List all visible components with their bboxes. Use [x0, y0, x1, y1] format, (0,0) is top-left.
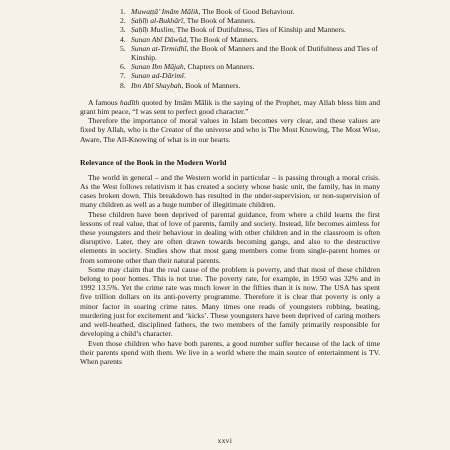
reference-item: 1. Muwaṭṭā’ Imām Mālik, The Book of Good Behaviour.	[120, 7, 295, 16]
body-paragraph: Some may claim that the real cause of the problem is poverty, and that most of these children belong to poor homes. This is not true. The poverty rate, for example, in 1950 was 32% and in 1992 13.5%. Yet the crime rate was much lower in the fifties than it is now. The USA has spent five trillion dollars on its anti-poverty programme. Therefore it is clear that poverty is only a minor factor in soaring crime rates. Many times one reads of youngsters robbing, beating, murdering just for excitement and ‘kicks’. These youngsters have been deprived of caring mothers and well-heathed, disciplined fathers, the two members of the family primarily responsible for developing a child’s character.	[80, 264, 380, 339]
reference-item: 6. Sunan Ibn Mājah, Chapters on Manners.	[120, 62, 255, 72]
reference-item: 5. Sunan at-Tirmidhī, the Book of Manners and the Book of Dutifulness and Ties of Kinship.	[120, 43, 378, 63]
reference-item: 3. Ṣaḥīḥ Muslim, The Book of Dutifulness, Ties of Kinship and Manners.	[120, 25, 346, 35]
body-paragraph: Even those children who have both parents, a good number suffer because of the lack of time their parents spend with them. We live in a world where the main source of entertainment is TV. When parents	[80, 338, 380, 366]
reference-item: 7. Sunan ad-Dārimī.	[120, 71, 186, 81]
reference-list	[80, 7, 380, 90]
reference-title: Sunan at-Tirmidhī	[131, 43, 187, 53]
body-paragraph: These children have been deprived of parental guidance, from where a child learns the first lessons of real value, that of love of parents, family and society. Instead, life becomes aimless for these youngsters and their behaviour in dealing with other children and in the classroom is often disruptive. Later, they are often drawn towards becoming gangs, and also to the destructive elements in society. Studies show that most gang members come from single-parent homes or from someone other than their natural parents.	[80, 209, 380, 265]
reference-title: Muwaṭṭā’ Imām Mālik	[131, 7, 199, 16]
reference-item: 4. Sunan Abī Dāwūd, The Book of Manners.	[120, 34, 259, 44]
hadith-term: hadīth	[119, 97, 140, 107]
reference-title: Sunan ad-Dārimī	[131, 71, 184, 81]
reference-title: Sunan Ibn Mājah	[131, 62, 184, 72]
intro-paragraph: Therefore the importance of moral values in Islam becomes very clear, and these values are fixed by Allah, who is the Creator of the universe and who is The Most Knowing, The Most Wise, Aware, The All-Knowing of what is in our hearts.	[80, 116, 380, 144]
body-paragraph: The world in general – and the Western world in particular – is passing through a moral crisis. As the West follows relativism it has created a society whose basic unit, the family, has in many cases broken down. This breakdown has resulted in the under-supervision, or non-supervision of many children as well as a huge number of illegitimate children.	[80, 172, 380, 210]
reference-item: 2. Ṣaḥīḥ al-Bukhārī, The Book of Manners.	[120, 16, 256, 26]
reference-item: 8. Ibn Abī Shaybah, Book of Manners.	[120, 80, 241, 90]
text-column	[80, 0, 380, 366]
intro-paragraph: A famous hadīth quoted by Imām Mālik is the saying of the Prophet, may Allah bless him and grant him peace, “I was sent to perfect good character.”	[80, 97, 380, 117]
reference-title: Sunan Abī Dāwūd	[131, 34, 187, 44]
page-number: xxvi	[217, 437, 233, 445]
reference-title: Ibn Abī Shaybah	[131, 80, 182, 90]
section-heading: Relevance of the Book in the Modern World	[80, 157, 227, 167]
reference-title: Ṣaḥīḥ Muslim	[131, 25, 173, 35]
reference-title: Ṣaḥīḥ al-Bukhārī	[131, 16, 184, 26]
